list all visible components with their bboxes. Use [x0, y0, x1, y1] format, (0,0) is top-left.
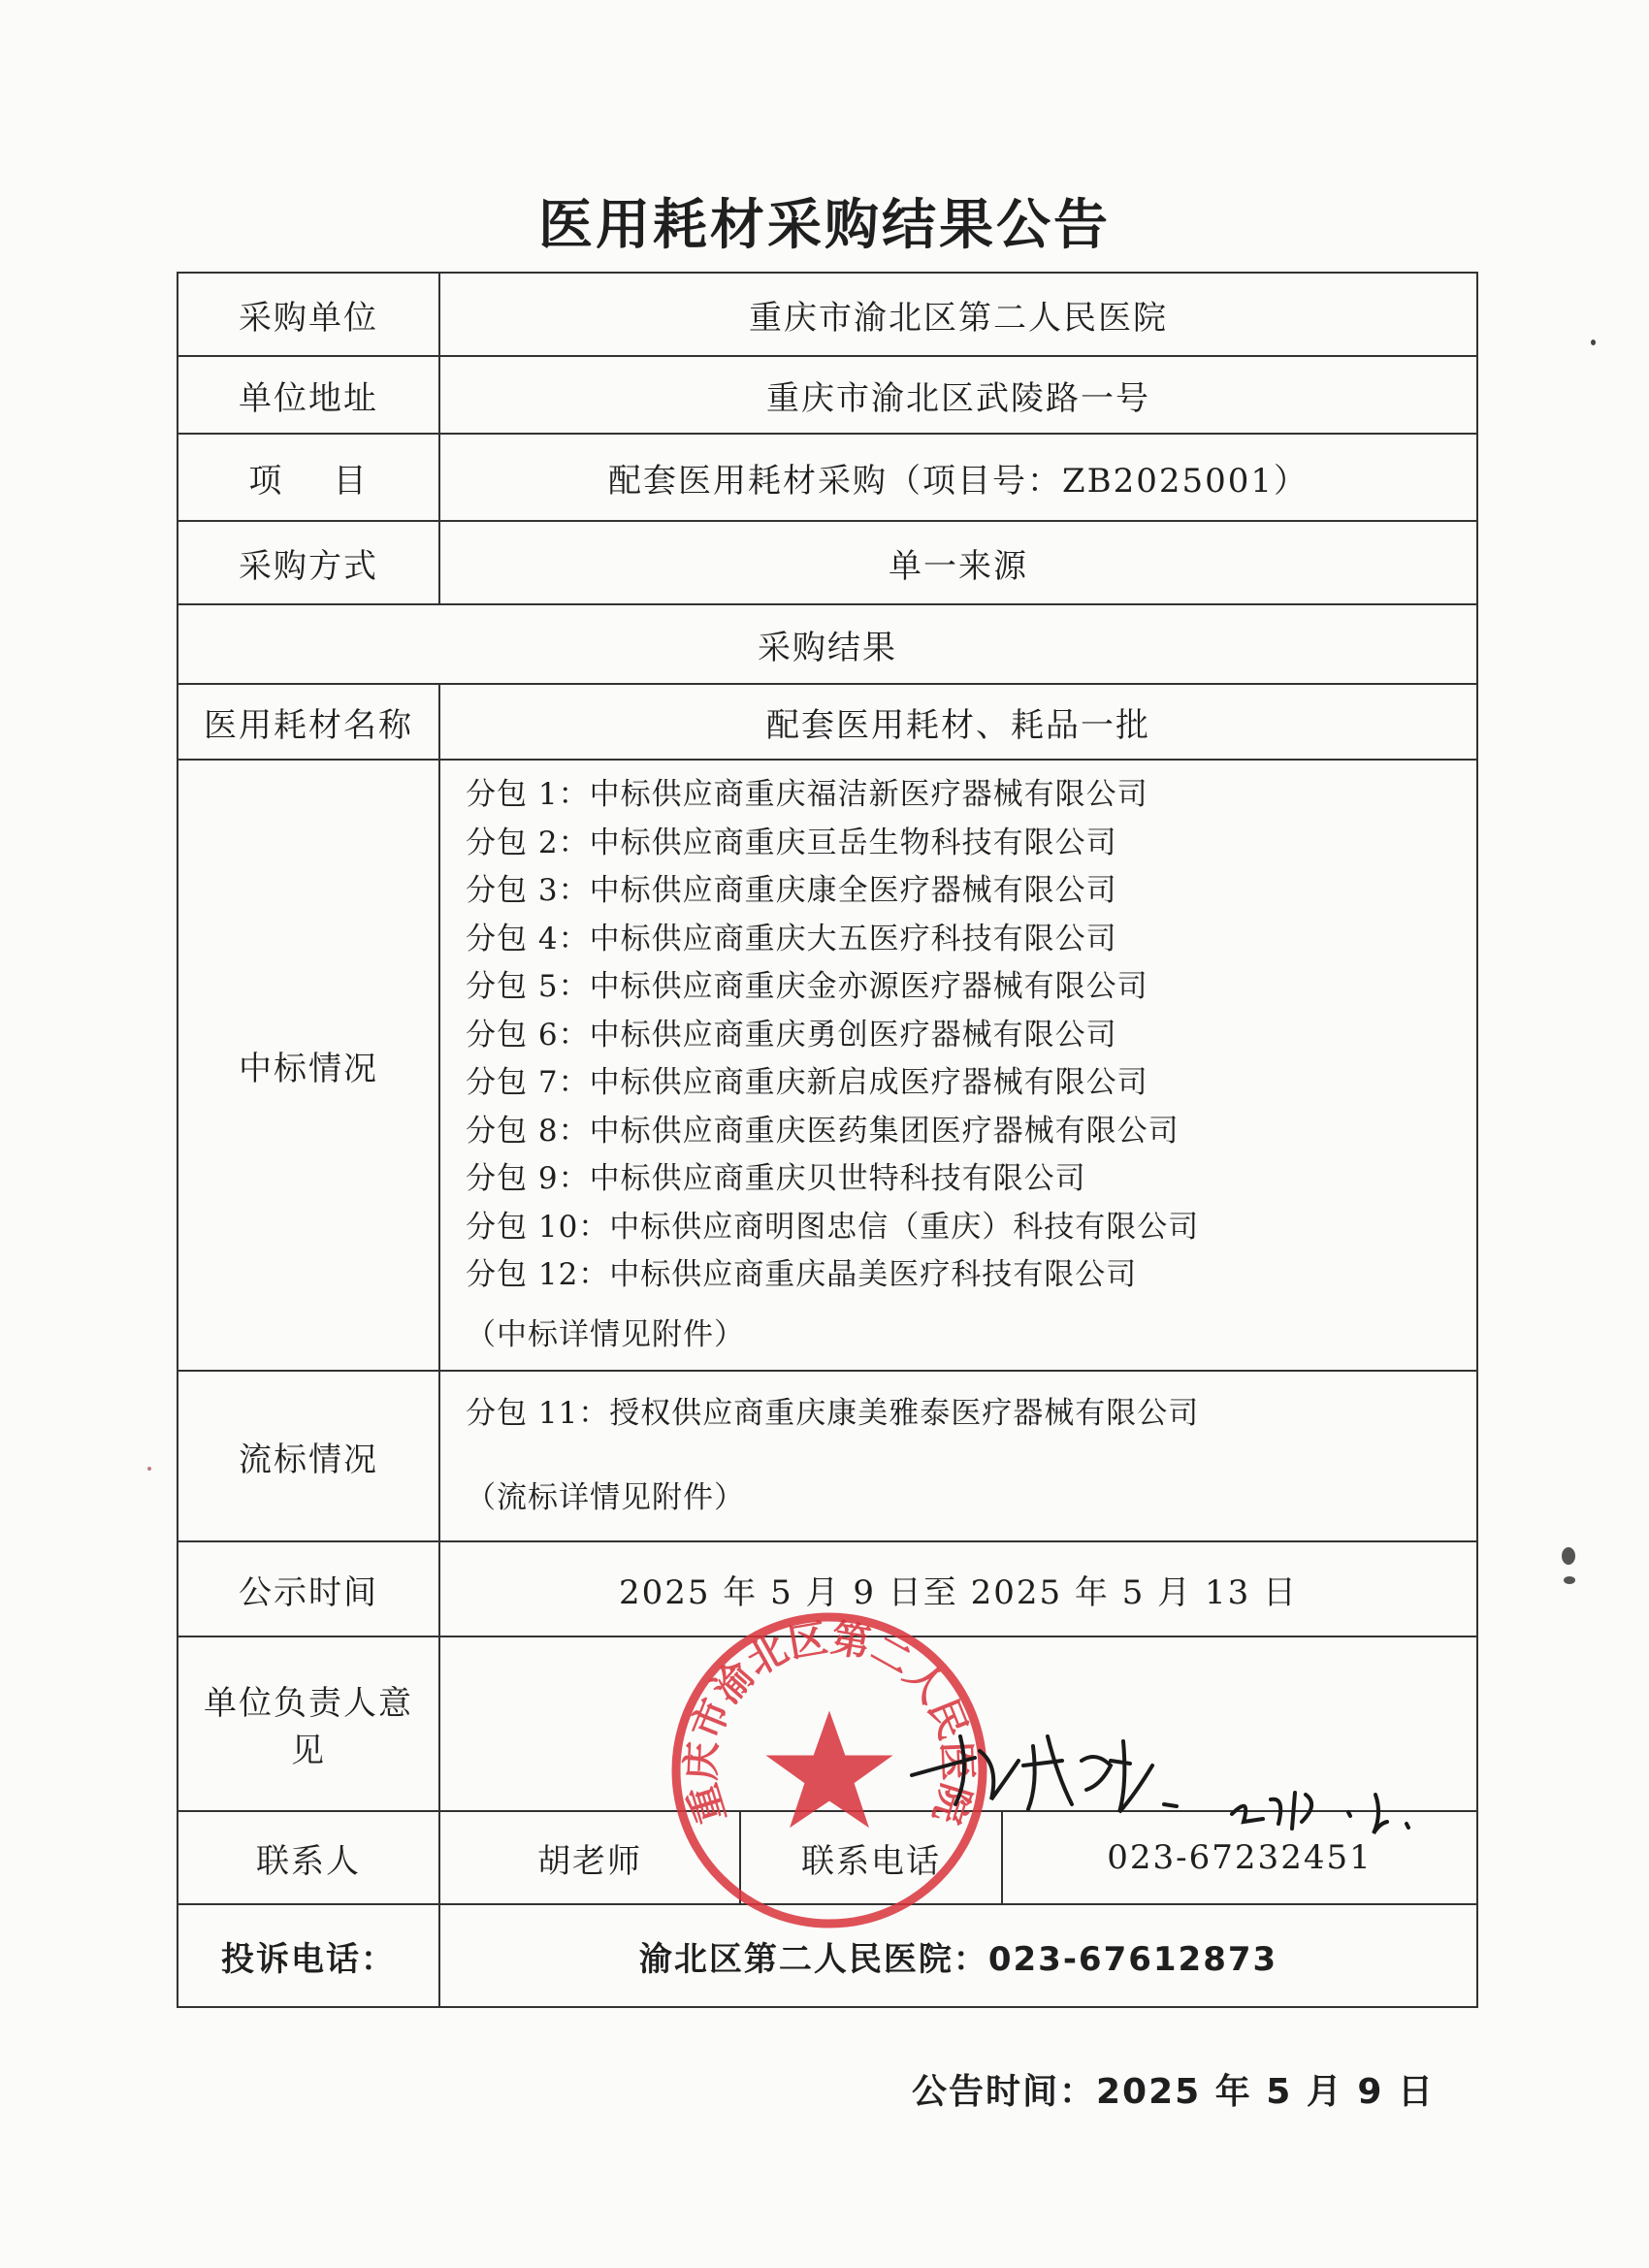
award-item: 分包 8：中标供应商重庆医药集团医疗器械有限公司 [466, 1113, 1180, 1149]
row-purchaser [178, 273, 1477, 356]
contact-phone: 023-67232451 [1002, 1811, 1477, 1904]
award-label: 中标情况 [178, 760, 439, 1371]
period-label: 公示时间 [178, 1541, 439, 1636]
award-item: 分包 5：中标供应商重庆金亦源医疗器械有限公司 [466, 969, 1148, 1004]
row-result-header [178, 604, 1477, 684]
row-failed [178, 1371, 1477, 1541]
failed-label: 流标情况 [178, 1371, 439, 1541]
project-value: 配套医用耗材采购（项目号：ZB2025001） [439, 434, 1477, 521]
scan-speck [1562, 1547, 1575, 1565]
result-header: 采购结果 [178, 604, 1477, 684]
scan-speck [147, 1467, 151, 1471]
complaint-value: 渝北区第二人民医院：023-67612873 [439, 1904, 1477, 2007]
notice-table [177, 272, 1478, 2008]
project-label: 项 目 [178, 434, 439, 521]
award-item: 分包 10：中标供应商明图忠信（重庆）科技有限公司 [466, 1209, 1200, 1245]
failed-item: 分包 11：授权供应商重庆康美雅泰医疗器械有限公司 [466, 1395, 1200, 1431]
award-item: 分包 4：中标供应商重庆大五医疗科技有限公司 [466, 921, 1117, 956]
award-item: 分包 6：中标供应商重庆勇创医疗器械有限公司 [466, 1017, 1117, 1053]
row-complaint [178, 1904, 1477, 2007]
award-item: 分包 7：中标供应商重庆新启成医疗器械有限公司 [466, 1065, 1148, 1100]
opinion-label: 单位负责人意见 [178, 1636, 439, 1811]
complaint-label: 投诉电话： [178, 1904, 439, 2007]
contact-phone-label: 联系电话 [740, 1811, 1002, 1904]
award-note: （中标详情见附件） [466, 1316, 745, 1352]
row-award [178, 760, 1477, 1371]
address-label: 单位地址 [178, 356, 439, 434]
row-material [178, 684, 1477, 760]
address-value: 重庆市渝北区武陵路一号 [439, 356, 1477, 434]
contact-name: 胡老师 [439, 1811, 740, 1904]
row-project [178, 434, 1477, 521]
row-opinion [178, 1636, 1477, 1811]
material-value: 配套医用耗材、耗品一批 [439, 684, 1477, 760]
method-label: 采购方式 [178, 521, 439, 604]
period-value: 2025 年 5 月 9 日至 2025 年 5 月 13 日 [439, 1541, 1477, 1636]
svg-text:重庆市渝北区第二人民医院: 重庆市渝北区第二人民医院 [679, 1615, 980, 1830]
row-contact [178, 1811, 1477, 1904]
row-method [178, 521, 1477, 604]
award-item: 分包 9：中标供应商重庆贝世特科技有限公司 [466, 1161, 1086, 1196]
scan-speck [1591, 340, 1596, 345]
award-list [439, 760, 1477, 1371]
method-value: 单一来源 [439, 521, 1477, 604]
purchaser-value: 重庆市渝北区第二人民医院 [439, 273, 1477, 356]
row-period [178, 1541, 1477, 1636]
contact-label: 联系人 [178, 1811, 439, 1904]
opinion-value [439, 1636, 1477, 1811]
material-label: 医用耗材名称 [178, 684, 439, 760]
scan-speck [1564, 1576, 1575, 1584]
purchaser-label: 采购单位 [178, 273, 439, 356]
award-item: 分包 3：中标供应商重庆康全医疗器械有限公司 [466, 873, 1117, 908]
announcement-date: 公告时间：2025 年 5 月 9 日 [912, 2072, 1435, 2112]
award-item: 分包 2：中标供应商重庆亘岳生物科技有限公司 [466, 825, 1117, 860]
award-item: 分包 1：中标供应商重庆福洁新医疗器械有限公司 [466, 777, 1148, 812]
failed-note: （流标详情见附件） [466, 1480, 745, 1515]
award-item: 分包 12：中标供应商重庆晶美医疗科技有限公司 [466, 1257, 1138, 1292]
row-address [178, 356, 1477, 434]
failed-list [439, 1371, 1477, 1541]
page-title: 医用耗材采购结果公告 [538, 194, 1111, 257]
